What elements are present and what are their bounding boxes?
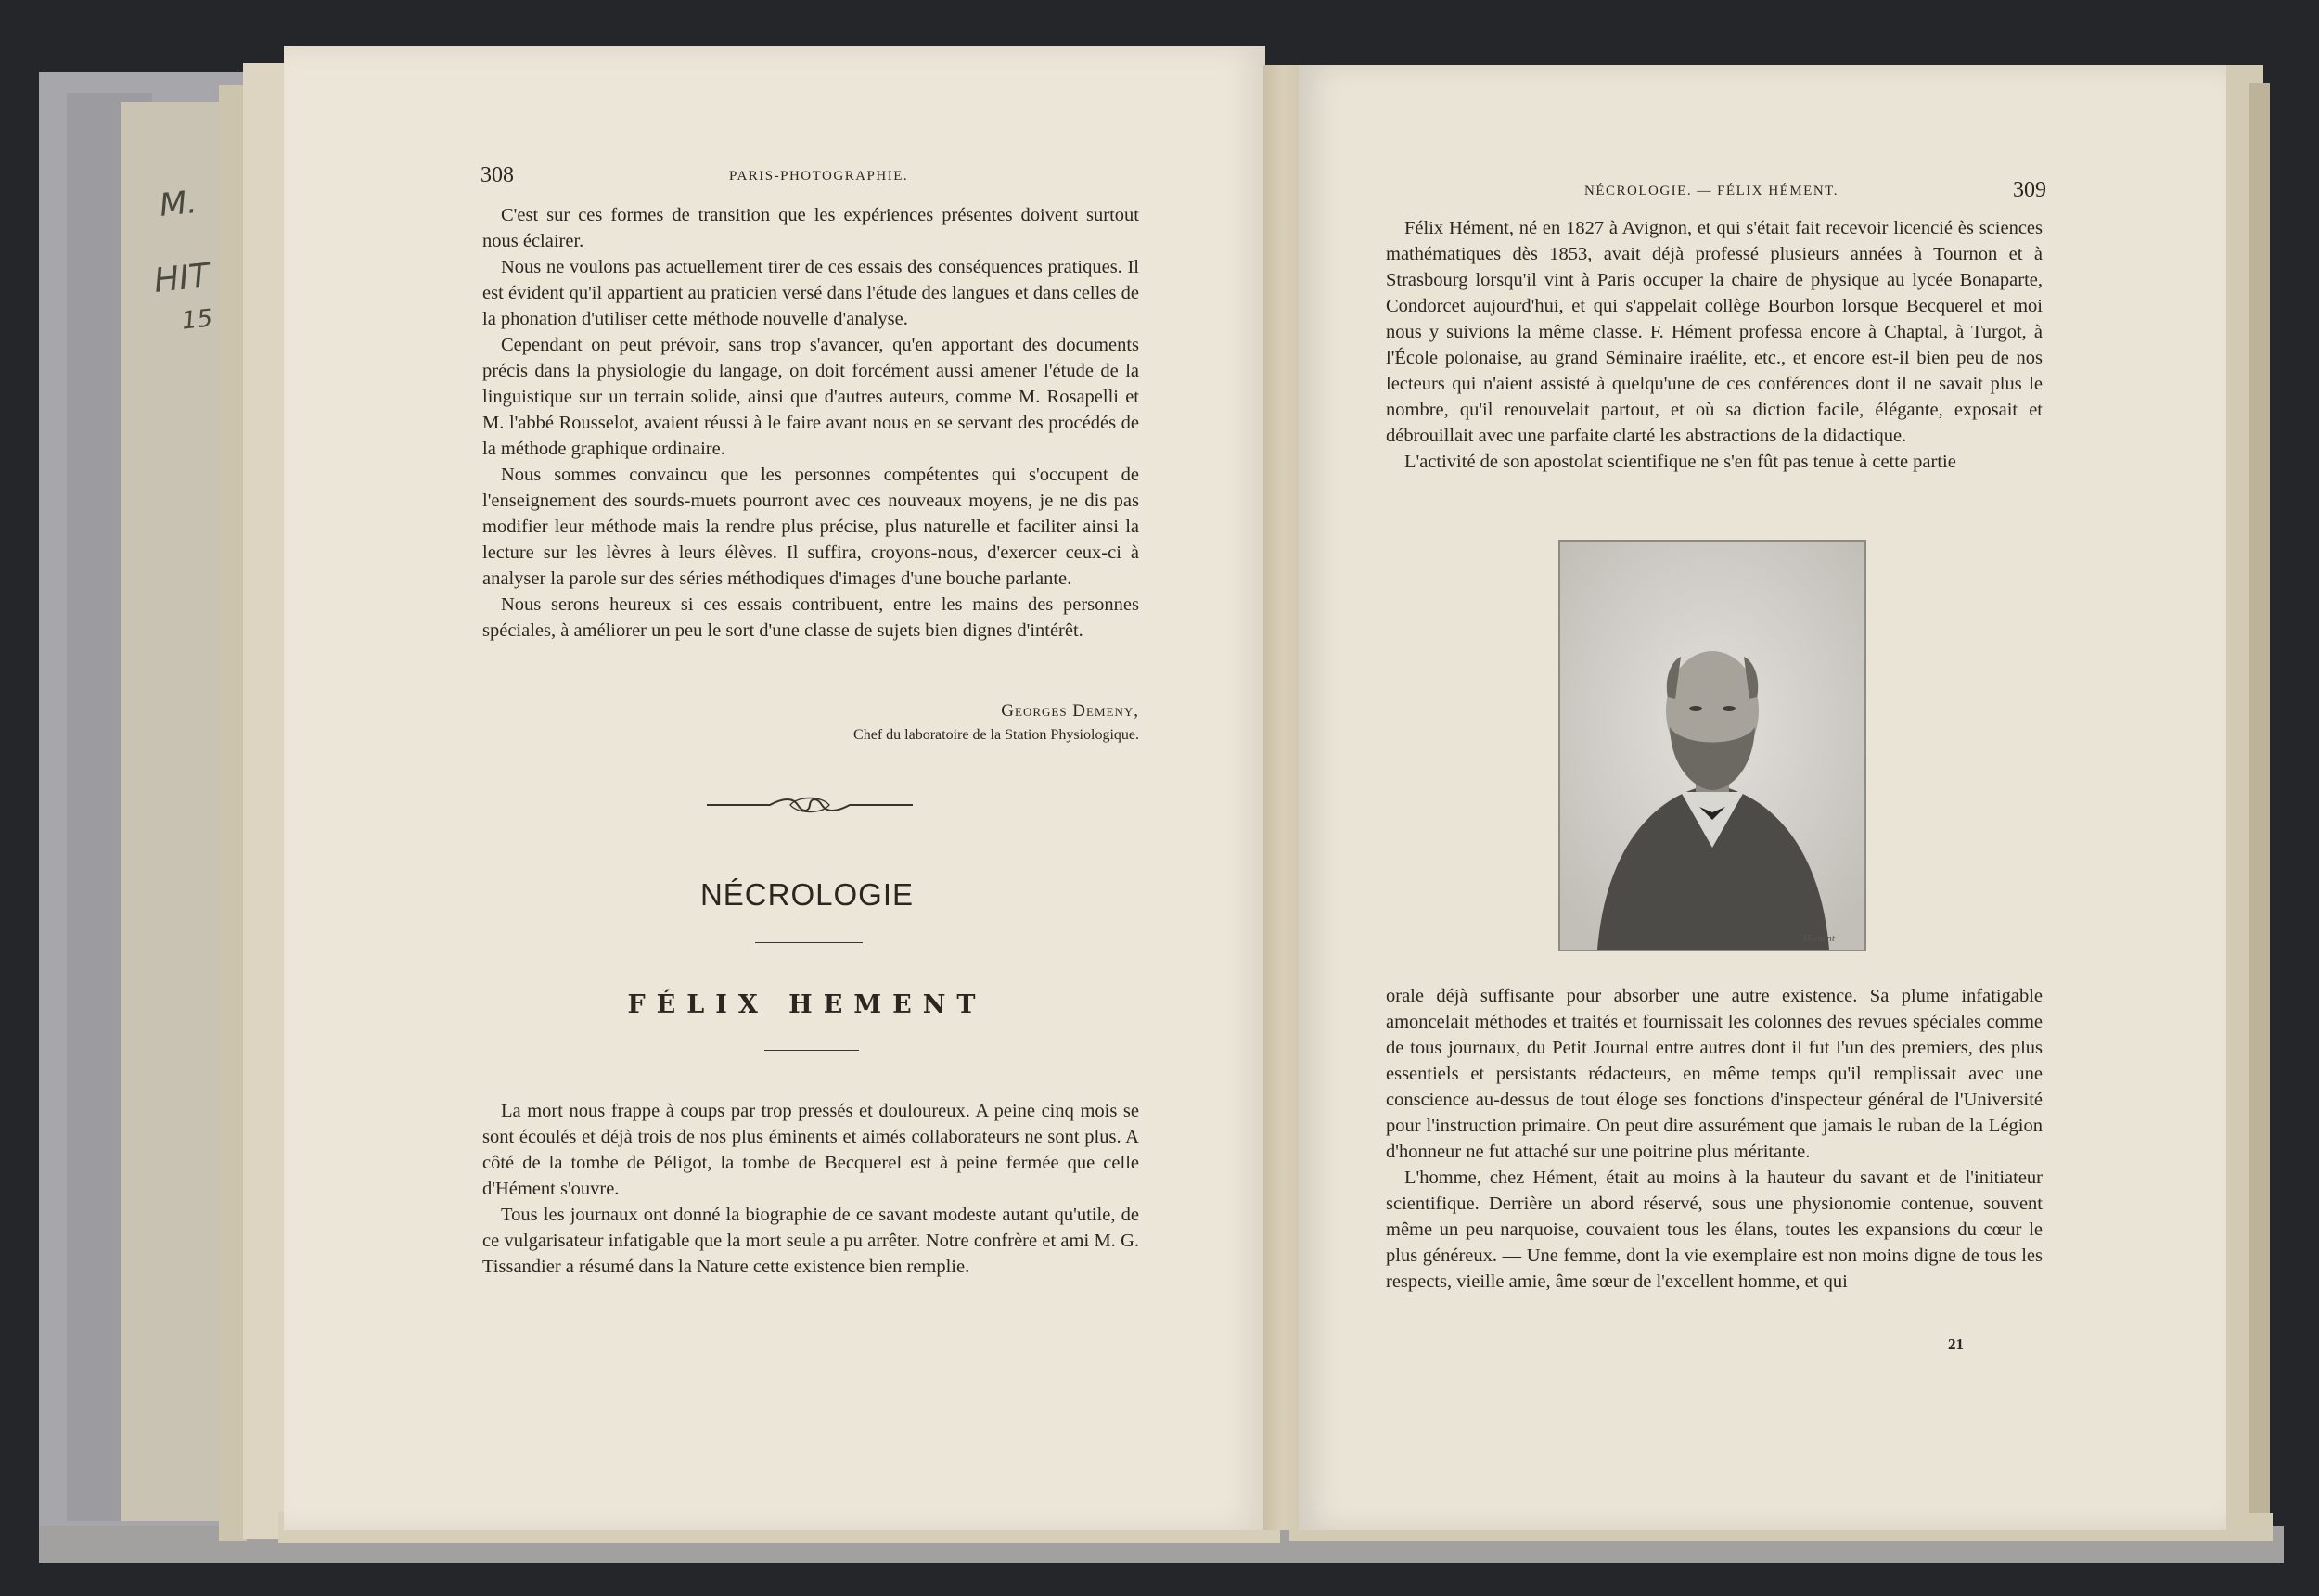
paragraph: L'homme, chez Hément, était au moins à la hauteur du savant et de l'initiateur scientifique. Derrière un abord réservé, sous une physionomie contenue, souvent même un peu narquoise, couvaient tous les élans, toutes les expansions du cœur le plus généreux. — Une femme, dont la vie exemplaire est non moins digne de tous les respects, vieille amie, âme sœur de l'excellent homme, et qui xyxy=(1386,1168,2043,1292)
title-rule xyxy=(764,1050,859,1051)
paragraph: Tous les journaux ont donné la biographie de ce savant modeste autant qu'utile, de ce vulgarisateur infatigable que la mort seule a pu arrêter. Notre confrère et ami M. G. Tissandier a résumé dans la Nature cette existence bien remplie. xyxy=(482,1205,1139,1277)
margin-note-1: M. xyxy=(158,184,199,224)
left-body-text xyxy=(482,202,1139,644)
paragraph: orale déjà suffisante pour absorber une autre existence. Sa plume infatigable amoncelait méthodes et traités et fournissait les colonnes des revues spéciales comme de tous journaux, du Petit Journal entre autres dont il fut l'un des premiers, des plus essentiels et persistants rédacteurs, en même temps qu'il remplissait avec une conscience au-dessus de tout éloge ses fonctions d'inspecteur général de l'Université pour l'instruction primaire. On peut dire assurément que jamais le ruban de la Légion d'honneur ne fut attaché sur une poitrine plus méritante. xyxy=(1386,986,2043,1162)
portrait-credit: Hement xyxy=(1802,933,1835,944)
paragraph: Nous serons heureux si ces essais contribuent, entre les mains des personnes spéciales, à améliorer un peu le sort d'une classe de sujets bien dignes d'intérêt. xyxy=(482,594,1139,641)
title-rule xyxy=(755,942,863,943)
person-title: FÉLIX HEMENT xyxy=(627,990,987,1019)
signature-name: Georges Demeny, xyxy=(1001,701,1139,721)
portrait-photo xyxy=(1558,540,1866,951)
right-body-text-top xyxy=(1386,215,2043,475)
signature-mark: 21 xyxy=(1948,1335,1964,1353)
left-page-number: 308 xyxy=(480,163,514,187)
right-body-text-bottom xyxy=(1386,983,2043,1295)
obituary-text xyxy=(482,1098,1139,1280)
signature-block xyxy=(705,701,1139,744)
margin-note-3: 15 xyxy=(180,304,214,336)
left-page-stack xyxy=(243,63,288,1539)
margin-note-2: HIT xyxy=(152,256,211,301)
paragraph: L'activité de son apostolat scientifique ne s'en fût pas tenue à cette partie xyxy=(1404,452,1956,472)
paragraph: Cependant on peut prévoir, sans trop s'avancer, qu'en apportant des documents précis dans la physiologie du langage, on doit forcément aussi amener l'étude de la linguistique sur un terrain solide, ainsi que d'autres auteurs, comme M. Rosapelli et M. l'abbé Rousselot, avaient réussi à le faire avant nous en se servant des procédés de la méthode graphique ordinaire. xyxy=(482,335,1139,459)
section-title: NÉCROLOGIE xyxy=(699,877,915,912)
right-running-head: NÉCROLOGIE. — FÉLIX HÉMENT. xyxy=(1584,184,1839,198)
right-page-number: 309 xyxy=(2013,178,2046,202)
right-fore-edge-shadow xyxy=(2249,83,2270,1539)
paragraph: C'est sur ces formes de transition que les expériences présentes doivent surtout nous éclairer. xyxy=(482,205,1139,251)
signature-title: Chef du laboratoire de la Station Physiologique. xyxy=(853,727,1139,743)
left-running-head: PARIS-PHOTOGRAPHIE. xyxy=(729,169,909,184)
paragraph: Nous sommes convaincu que les personnes compétentes qui s'occupent de l'enseignement des sourds-muets pourront avec ces nouveaux moyens, je ne dis pas modifier leur méthode mais la rendre plus précise, plus naturelle et faciliter ainsi la lecture sur les lèvres à leurs élèves. Il suffira, croyons-nous, d'exercer ceux-ci à analyser la parole sur des séries méthodiques d'images d'une bouche parlante. xyxy=(482,465,1139,589)
paper-slip xyxy=(121,102,230,1521)
paragraph: Nous ne voulons pas actuellement tirer de ces essais des conséquences pratiques. Il est évident qu'il appartient au praticien versé dans l'étude des langues et dans celles de la phonation d'utiliser cette méthode nouvelle d'analyse. xyxy=(482,257,1139,329)
ornament-flourish-icon xyxy=(705,792,915,818)
paragraph: Félix Hément, né en 1827 à Avignon, et qui s'était fait recevoir licencié ès sciences mathématiques dès 1853, avait déjà professé plusieurs années à Tournon et à Strasbourg lorsqu'il vint à Paris occuper la chaire de physique au lycée Bonaparte, Condorcet aujourd'hui, et qui s'appelait collège Bourbon lorsque Becquerel et moi nous y suivions la même classe. F. Hément professa encore à Chaptal, à Turgot, à l'École polonaise, au grand Séminaire iraélite, etc., et encore est-il bien peu de nos lecteurs qui n'aient assisté à quelqu'une de ces conférences dont il ne savait plus le nombre, qu'il renouvelait partout, et où sa diction facile, élégante, exposait et débrouillait avec une parfaite clarté les abstractions de la didactique. xyxy=(1386,218,2043,446)
paragraph: La mort nous frappe à coups par trop pressés et douloureux. A peine cinq mois se sont écoulés et déjà trois de nos plus éminents et aimés collaborateurs ne sont plus. A côté de la tombe de Péligot, la tombe de Becquerel est à peine fermée que celle d'Hément s'ouvre. xyxy=(482,1101,1139,1199)
